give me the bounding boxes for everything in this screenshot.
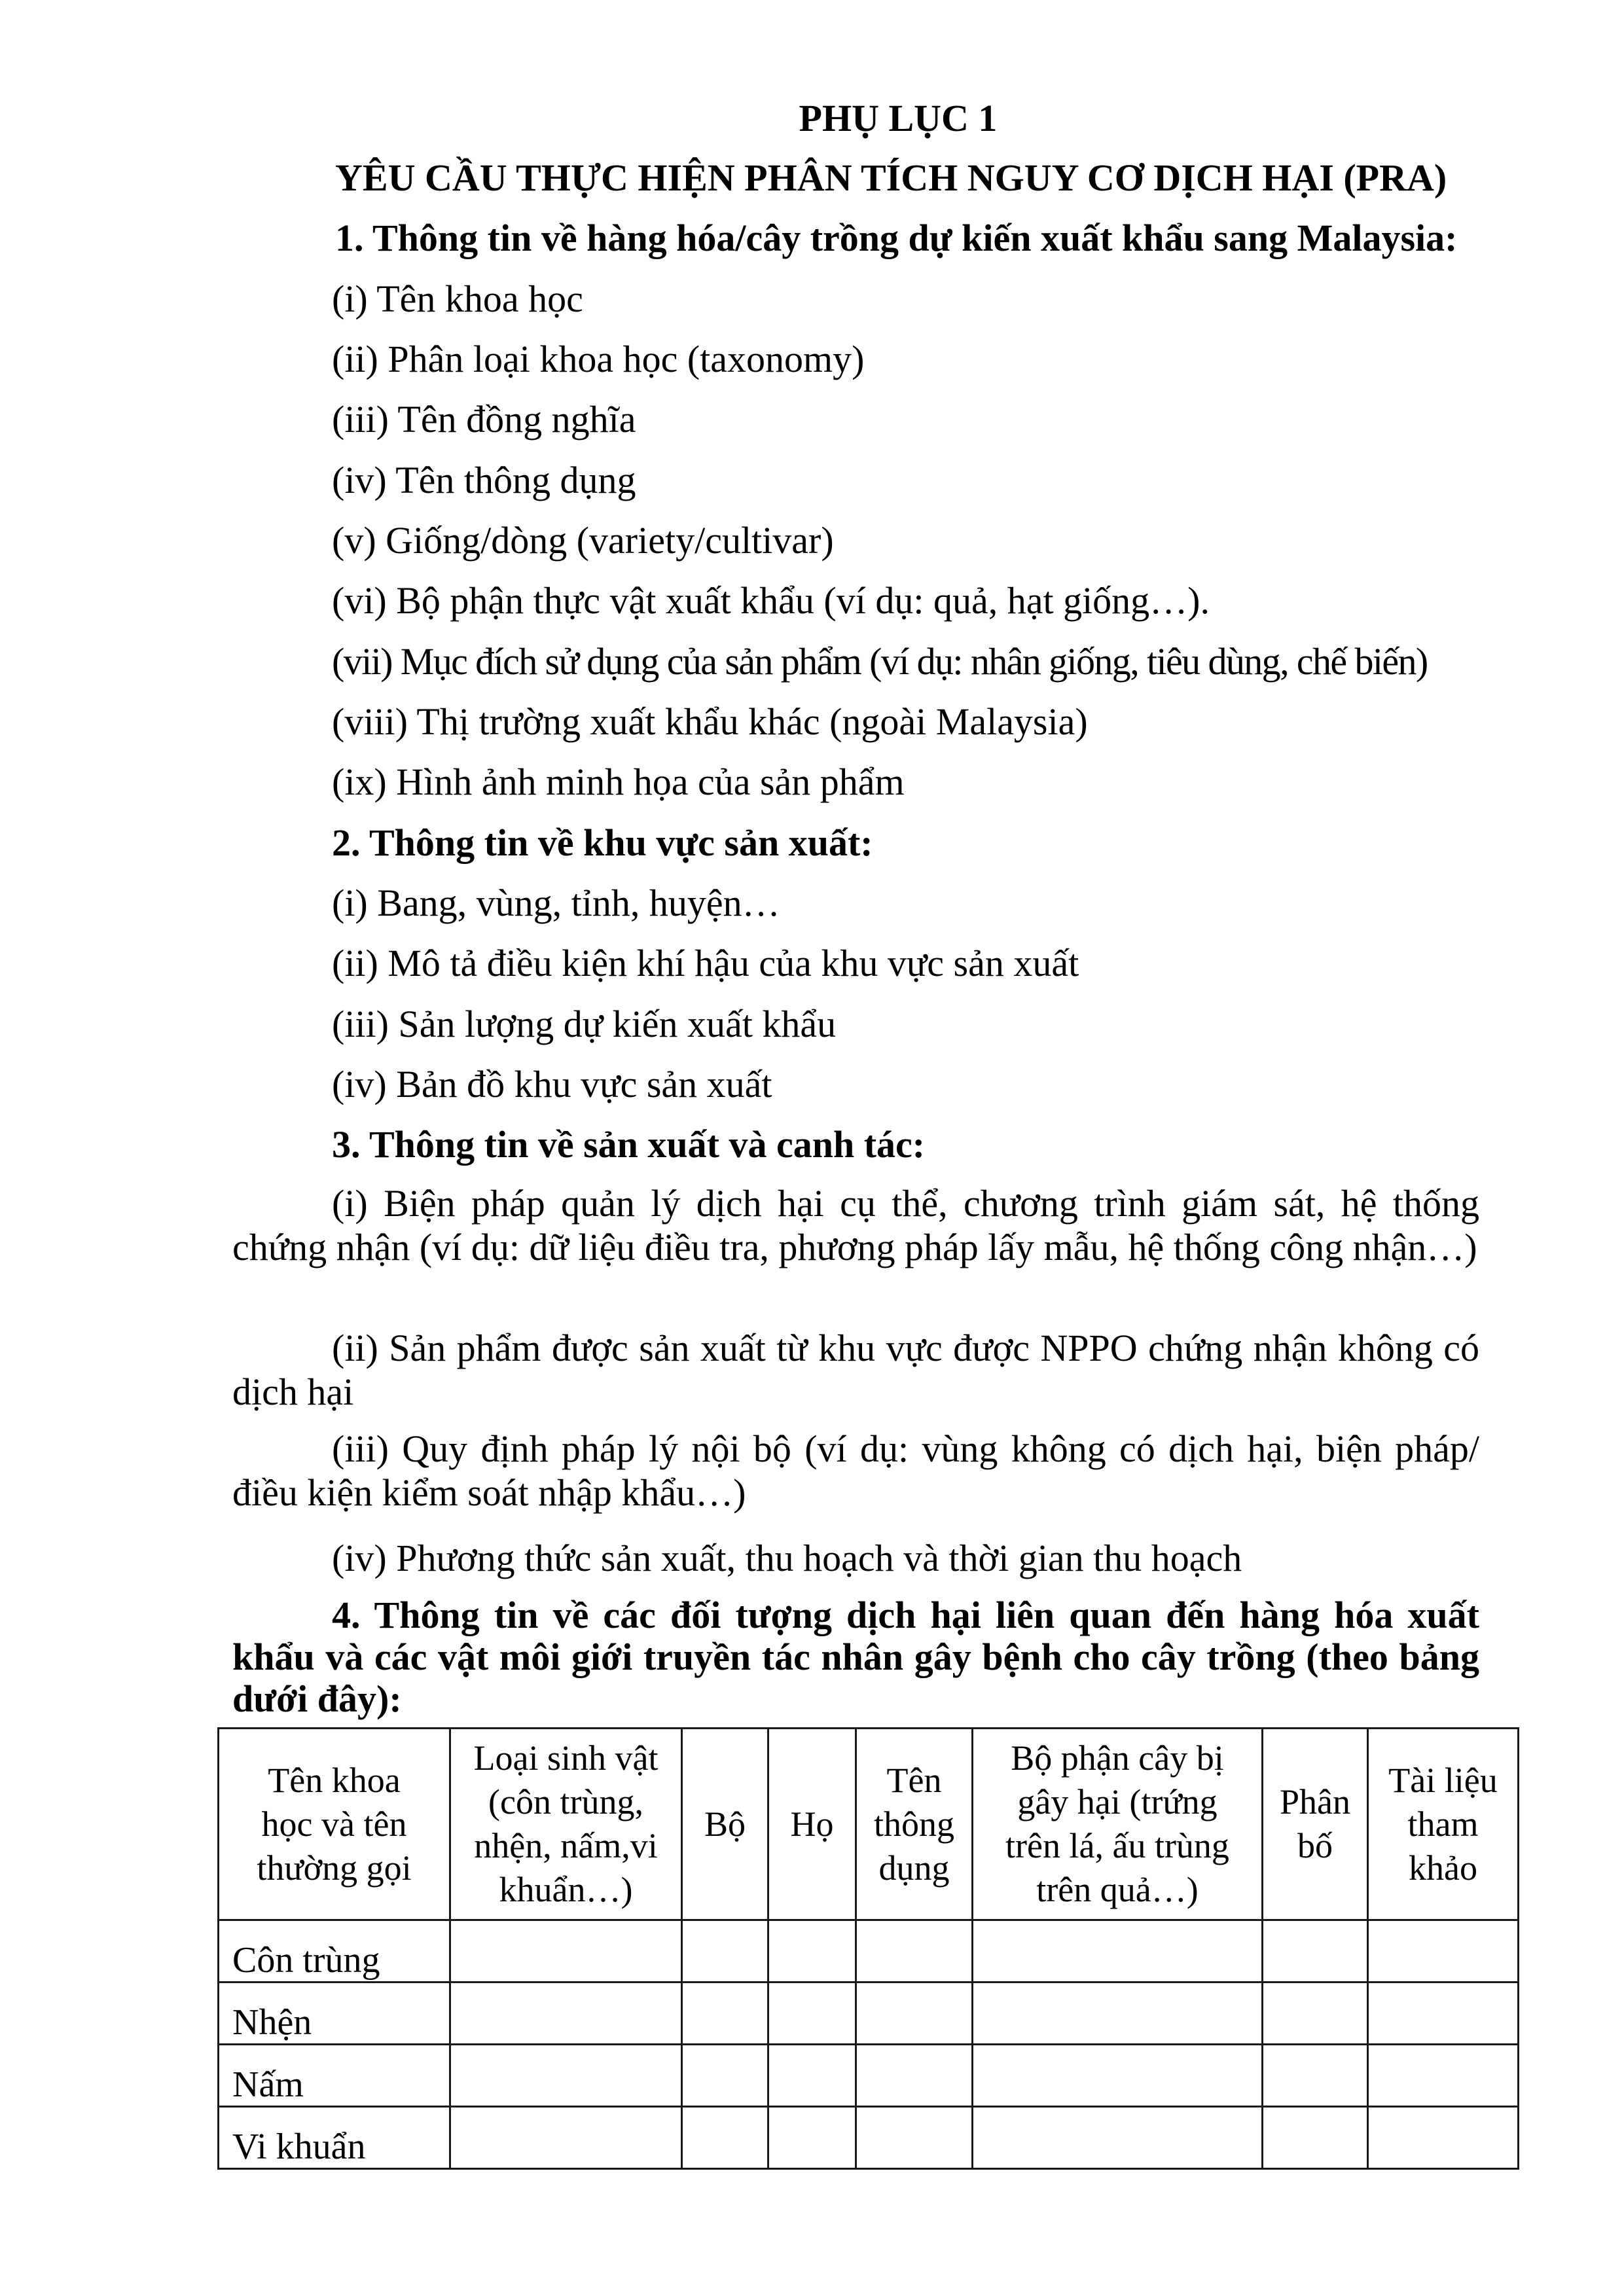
section-2-item: (i) Bang, vùng, tỉnh, huyện…	[332, 882, 780, 924]
column-header-references: Tài liệu tham khảo	[1368, 1729, 1519, 1920]
column-header-order: Bộ	[682, 1729, 768, 1920]
section-3-item: (i) Biện pháp quản lý dịch hại cụ thể, chương trình giám sát, hệ thống chứng nhận (ví dụ: dữ liệu điều tra, phương pháp lấy mẫu, hệ thống công nhận…)	[232, 1182, 1479, 1268]
section-1-heading: 1. Thông tin về hàng hóa/cây trồng dự kiến xuất khẩu sang Malaysia:	[335, 217, 1458, 259]
section-1-item: (iv) Tên thông dụng	[332, 459, 636, 501]
table-cell[interactable]	[450, 2107, 682, 2169]
table-cell[interactable]	[1263, 2107, 1368, 2169]
table-cell[interactable]	[682, 1982, 768, 2045]
table-header-row	[219, 1729, 1519, 1920]
table-row	[219, 2107, 1519, 2169]
row-label: Côn trùng	[219, 1920, 450, 1982]
section-1-item: (vii) Mục đích sử dụng của sản phẩm (ví dụ: nhân giống, tiêu dùng, chế biến)	[332, 640, 1428, 683]
section-3-item: (iii) Quy định pháp lý nội bộ (ví dụ: vùng không có dịch hại, biện pháp/điều kiện kiểm soát nhập khẩu…)	[232, 1427, 1479, 1514]
table-cell[interactable]	[1263, 1982, 1368, 2045]
appendix-title: PHỤ LỤC 1	[799, 97, 998, 139]
table-cell[interactable]	[450, 2045, 682, 2107]
table-cell[interactable]	[768, 2045, 856, 2107]
section-1-item: (ix) Hình ảnh minh họa của sản phẩm	[332, 761, 905, 803]
row-label: Nấm	[219, 2045, 450, 2107]
table-cell[interactable]	[450, 1920, 682, 1982]
table-cell[interactable]	[1368, 1920, 1519, 1982]
row-label: Nhện	[219, 1982, 450, 2045]
section-1-item: (iii) Tên đồng nghĩa	[332, 398, 636, 440]
table-cell[interactable]	[1368, 1982, 1519, 2045]
table-cell[interactable]	[973, 1982, 1263, 2045]
section-3-heading: 3. Thông tin về sản xuất và canh tác:	[332, 1123, 926, 1166]
table-cell[interactable]	[682, 2107, 768, 2169]
table-cell[interactable]	[768, 2107, 856, 2169]
section-3-item: (ii) Sản phẩm được sản xuất từ khu vực được NPPO chứng nhận không có dịch hại	[232, 1327, 1479, 1413]
table-cell[interactable]	[856, 2107, 973, 2169]
table-cell[interactable]	[682, 2045, 768, 2107]
table-row	[219, 2045, 1519, 2107]
table-cell[interactable]	[856, 2045, 973, 2107]
section-3-item: (iv) Phương thức sản xuất, thu hoạch và thời gian thu hoạch	[332, 1537, 1242, 1579]
pest-table	[217, 1727, 1519, 2170]
row-label: Vi khuẩn	[219, 2107, 450, 2169]
table-cell[interactable]	[973, 1920, 1263, 1982]
section-2-heading: 2. Thông tin về khu vực sản xuất:	[332, 821, 873, 864]
column-header-organism-type: Loại sinh vật (côn trùng, nhện, nấm,vi khuẩn…)	[450, 1729, 682, 1920]
column-header-distribution: Phân bố	[1263, 1729, 1368, 1920]
table-cell[interactable]	[856, 1982, 973, 2045]
column-header-scientific-name: Tên khoa học và tên thường gọi	[219, 1729, 450, 1920]
table-cell[interactable]	[768, 1982, 856, 2045]
table-cell[interactable]	[682, 1920, 768, 1982]
section-1-item: (ii) Phân loại khoa học (taxonomy)	[332, 338, 865, 380]
table-cell[interactable]	[973, 2107, 1263, 2169]
section-1-item: (viii) Thị trường xuất khẩu khác (ngoài Malaysia)	[332, 700, 1088, 743]
table-cell[interactable]	[973, 2045, 1263, 2107]
section-1-item: (vi) Bộ phận thực vật xuất khẩu (ví dụ: quả, hạt giống…).	[332, 579, 1210, 622]
section-2-item: (iii) Sản lượng dự kiến xuất khẩu	[332, 1003, 837, 1045]
table-cell[interactable]	[450, 1982, 682, 2045]
column-header-family: Họ	[768, 1729, 856, 1920]
table-row	[219, 1982, 1519, 2045]
column-header-common-name: Tên thông dụng	[856, 1729, 973, 1920]
table-cell[interactable]	[1263, 1920, 1368, 1982]
section-2-item: (iv) Bản đồ khu vực sản xuất	[332, 1063, 772, 1105]
document-title: YÊU CẦU THỰC HIỆN PHÂN TÍCH NGUY CƠ DỊCH HẠI (PRA)	[335, 156, 1447, 199]
table-cell[interactable]	[1263, 2045, 1368, 2107]
section-2-item: (ii) Mô tả điều kiện khí hậu của khu vực sản xuất	[332, 942, 1079, 984]
section-1-item: (v) Giống/dòng (variety/cultivar)	[332, 519, 834, 562]
table-cell[interactable]	[856, 1920, 973, 1982]
table-cell[interactable]	[1368, 2045, 1519, 2107]
section-4-heading: 4. Thông tin về các đối tượng dịch hại liên quan đến hàng hóa xuất khẩu và các vật môi giới truyền tác nhân gây bệnh cho cây trồng (theo bảng dưới đây):	[232, 1594, 1479, 1720]
section-1-item: (i) Tên khoa học	[332, 278, 583, 320]
table-cell[interactable]	[1368, 2107, 1519, 2169]
table-cell[interactable]	[768, 1920, 856, 1982]
column-header-affected-part: Bộ phận cây bị gây hại (trứng trên lá, ấu trùng trên quả…)	[973, 1729, 1263, 1920]
table-row	[219, 1920, 1519, 1982]
